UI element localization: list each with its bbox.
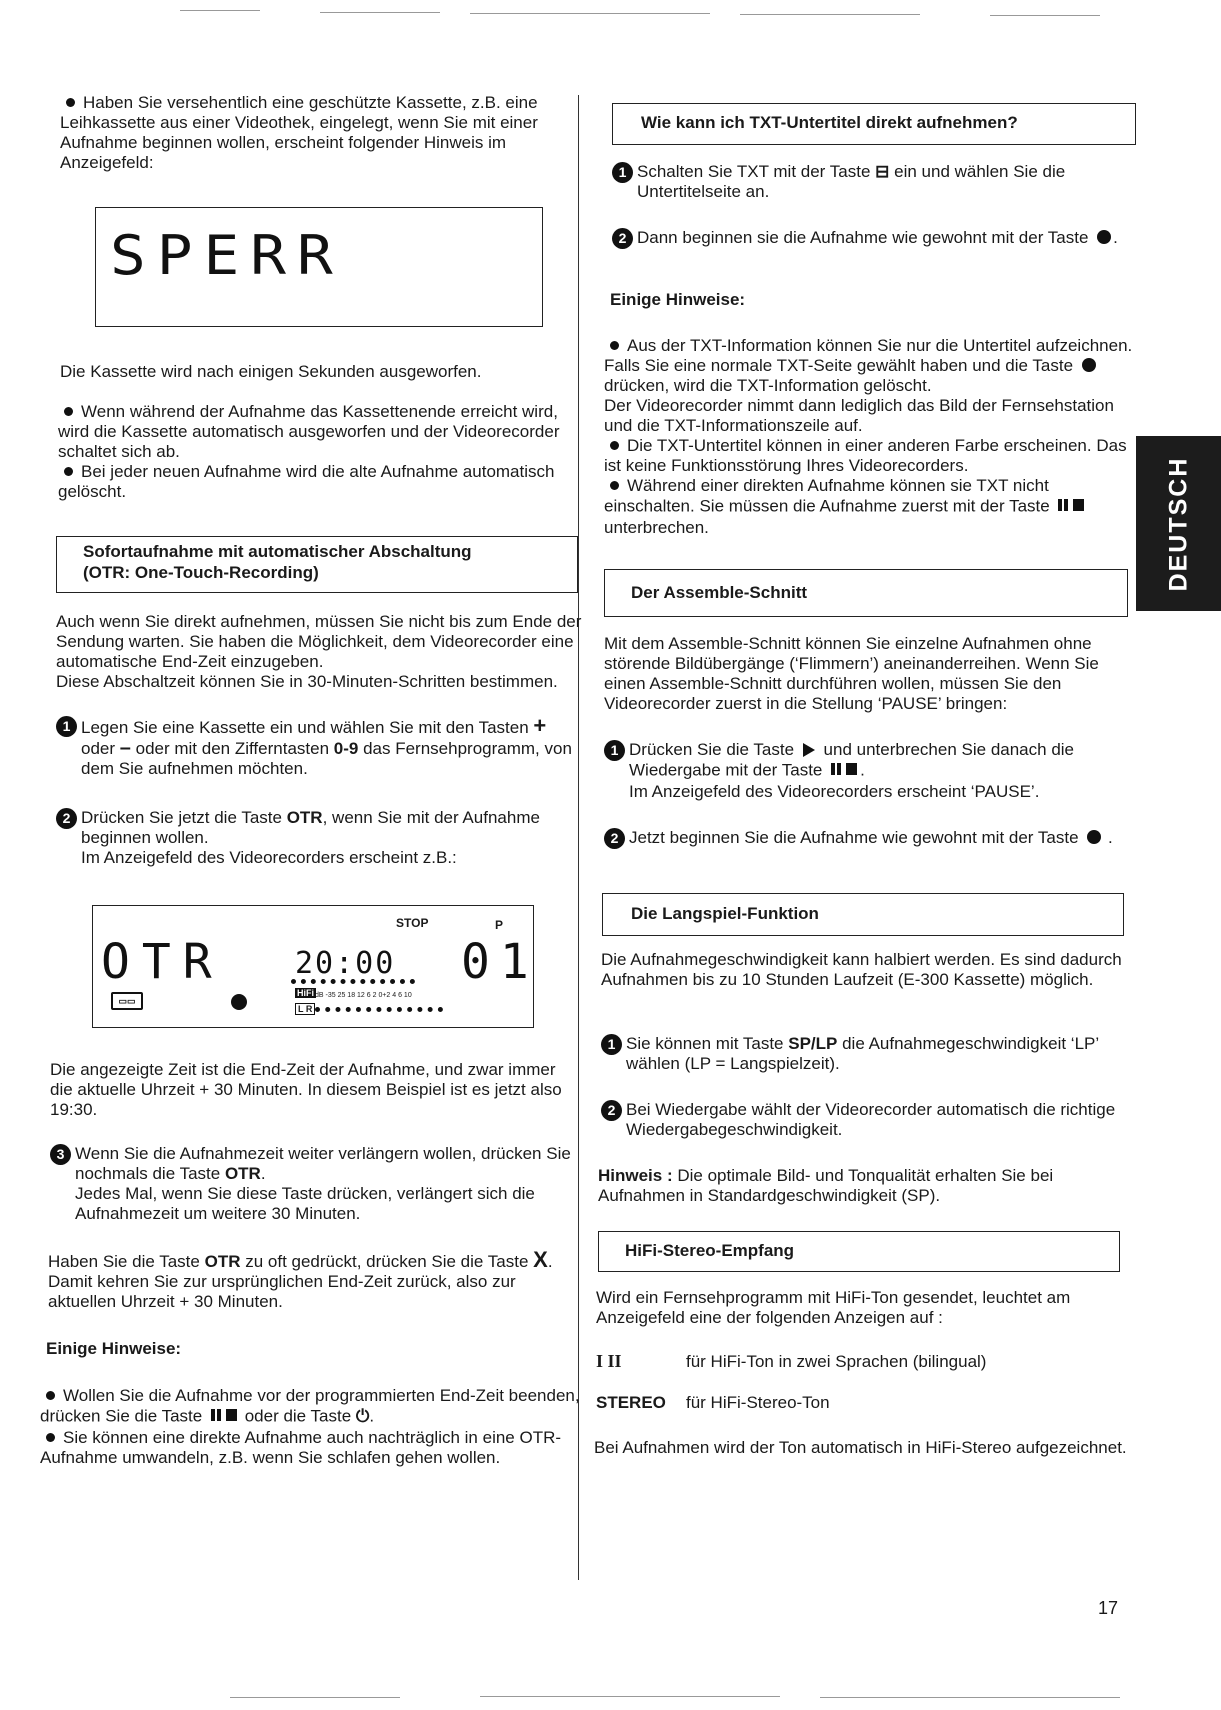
db-scale: dB -35 25 18 12 6 2 0+2 4 6 10: [315, 992, 412, 999]
lp-note: Hinweis : Die optimale Bild- und Tonqualität erhalten Sie bei Aufnahmen in Standardgeschwindigkeit (SP).: [598, 1166, 1054, 1205]
scan-noise: [320, 12, 440, 13]
otr-key: OTR: [204, 1252, 241, 1271]
teletext-icon: ⊟: [875, 162, 890, 181]
step-number: 3: [50, 1144, 71, 1165]
pause-stop-icon: [211, 1406, 237, 1426]
lcd-otr-text: OTR: [101, 934, 224, 990]
hifi-heading: HiFi-Stereo-Empfang: [598, 1231, 1120, 1272]
txt-step-1: 1 Schalten Sie TXT mit der Taste ⊟ ein und wählen Sie die Untertitelseite an.: [612, 162, 1132, 202]
hifi-indicator: HiFi: [297, 988, 314, 998]
otr-step-2: 2 Drücken Sie jetzt die Taste OTR, wenn Sie mit der Aufnahme beginnen wollen. Im Anzeigefeld des Videorecorders erscheint z.B.:: [56, 808, 584, 868]
record-dot-icon: [1087, 830, 1101, 844]
scan-noise: [180, 10, 260, 11]
language-tab: DEUTSCH: [1136, 436, 1221, 611]
plus-key: +: [533, 713, 547, 738]
lcd-level-bar-bottom: [315, 1007, 443, 1017]
left-intro: Haben Sie versehentlich eine geschützte Kassette, z.B. eine Leihkassette aus einer Videothek, eingelegt, wenn Sie mit einer Aufnahme beginnen wollen, erscheint folgender Hinweis im Anzeigefeld:: [60, 93, 538, 172]
otr-key: OTR: [224, 1164, 261, 1183]
lr-indicator: L R: [295, 1003, 315, 1015]
step-number: 2: [604, 828, 625, 849]
scan-noise: [740, 14, 920, 15]
step-number: 2: [612, 228, 633, 249]
hifi-bilingual-row: I II für HiFi-Ton in zwei Sprachen (bilingual): [596, 1351, 987, 1371]
pause-stop-icon: [1058, 496, 1084, 516]
scan-noise: [480, 1696, 780, 1697]
step-number: 2: [56, 808, 77, 829]
minus-key: –: [119, 737, 131, 759]
lcd-p-label: P: [495, 918, 504, 932]
assemble-intro: Mit dem Assemble-Schnitt können Sie einzelne Aufnahmen ohne störende Bildübergänge (‘Flimmern’) aneinanderreihen. Wenn Sie einen Assemble-Schnitt durchführen wollen, müssen Sie den Videorecorder zuerst in die Stellung ‘PAUSE’ bringen:: [604, 634, 1099, 713]
otr-step-3: 3 Wenn Sie die Aufnahmezeit weiter verlängern wollen, drücken Sie nochmals die Taste OTR. Jedes Mal, wenn Sie diese Taste drücken, verlängert sich die Aufnahmezeit um weitere 30 Minuten.: [50, 1144, 582, 1224]
step-number: 1: [56, 716, 77, 737]
left-hints-title: Einige Hinweise:: [46, 1339, 182, 1358]
step-number: 1: [604, 740, 625, 761]
play-icon: [803, 743, 815, 757]
otr-heading: Sofortaufnahme mit automatischer Abschaltung (OTR: One-Touch-Recording): [56, 536, 578, 593]
step-number: 1: [612, 162, 633, 183]
lcd-otr-display: [92, 905, 539, 1028]
right-hints: Aus der TXT-Information können Sie nur die Untertitel aufzeichnen. Falls Sie eine normale TXT-Seite gewählt haben und die Taste drücken, wird die TXT-Information gelöscht. Der Videorecorder nimmt dann lediglich das Bild der Fernsehstation und die TXT-Informationszeile auf. Die TXT-Untertitel können in einer anderen Farbe erscheinen. Das ist keine Funktionsstörung Ihres Videorecorders. Während einer direkten Aufnahme können sie TXT nicht einschalten. Sie müssen die Aufnahme zuerst mit der Taste unterbrechen.: [604, 336, 1133, 537]
lp-step-2: 2 Bei Wiedergabe wählt der Videorecorder automatisch die richtige Wiedergabegeschwindigkeit.: [601, 1100, 1131, 1140]
assemble-heading: Der Assemble-Schnitt: [604, 569, 1128, 617]
bullet: [610, 481, 619, 490]
otr-key: OTR: [286, 808, 323, 827]
clear-key: X: [533, 1247, 548, 1272]
bullet: [46, 1391, 55, 1400]
sp-lp-key: SP/LP: [788, 1034, 838, 1053]
eject-text: Die Kassette wird nach einigen Sekunden ausgeworfen.: [60, 362, 482, 381]
step-number: 2: [601, 1100, 622, 1121]
hifi-stereo-row: STEREO für HiFi-Stereo-Ton: [596, 1393, 830, 1412]
right-hints-title: Einige Hinweise:: [610, 290, 746, 309]
assemble-step-2: 2 Jetzt beginnen Sie die Aufnahme wie gewohnt mit der Taste .: [604, 828, 1132, 849]
lcd-sperr-text: SPERR: [110, 224, 344, 287]
record-dot-icon: [231, 994, 247, 1010]
record-dot-icon: [1097, 230, 1111, 244]
scan-noise: [230, 1697, 400, 1698]
step-number: 1: [601, 1034, 622, 1055]
bullet: [64, 467, 73, 476]
left-bullets: Wenn während der Aufnahme das Kassettenende erreicht wird, wird die Kassette automatisch ausgeworfen und der Videorecorder schaltet sich ab. Bei jeder neuen Aufnahme wird die alte Aufnahme automatisch gelöscht.: [58, 402, 560, 501]
scan-noise: [470, 13, 710, 14]
cassette-icon: ▭▭: [111, 992, 143, 1010]
assemble-step-1: 1 Drücken Sie die Taste und unterbrechen Sie danach die Wiedergabe mit der Taste . Im Anzeigefeld des Videorecorders erscheint ‘PAUSE’.: [604, 740, 1132, 802]
hifi-outro: Bei Aufnahmen wird der Ton automatisch in HiFi-Stereo aufgezeichnet.: [594, 1438, 1127, 1457]
bullet: [610, 441, 619, 450]
bullet: [46, 1433, 55, 1442]
time-text: Die angezeigte Zeit ist die End-Zeit der Aufnahme, und zwar immer die aktuelle Uhrzeit + 30 Minuten. In diesem Beispiel ist es jetzt also 19:30.: [50, 1060, 562, 1119]
too-often-text: Haben Sie die Taste OTR zu oft gedrückt, drücken Sie die Taste X. Damit kehren Sie zur ursprünglichen End-Zeit zurück, also zur aktuellen Uhrzeit + 30 Minuten.: [48, 1247, 553, 1311]
bullet: [66, 98, 75, 107]
lcd-sperr-display: [95, 207, 543, 327]
lcd-time: 20:00: [295, 946, 396, 981]
bullet: [64, 407, 73, 416]
lcd-stop-label: STOP: [396, 916, 429, 930]
scan-noise: [820, 1697, 1120, 1698]
pause-stop-icon: [831, 760, 857, 780]
lp-step-1: 1 Sie können mit Taste SP/LP die Aufnahmegeschwindigkeit ‘LP’ wählen (LP = Langspielzeit).: [601, 1034, 1131, 1074]
record-dot-icon: [1082, 358, 1096, 372]
power-icon: ⏻: [355, 1406, 370, 1426]
lp-heading: Die Langspiel-Funktion: [602, 893, 1124, 936]
scan-noise: [990, 15, 1100, 16]
left-hints: Wollen Sie die Aufnahme vor der programmierten End-Zeit beenden, drücken Sie die Taste oder die Taste ⏻. Sie können eine direkte Aufnahme auch nachträglich in eine OTR-Aufnahme umwandeln, z.B. wenn Sie schlafen gehen wollen.: [40, 1386, 580, 1467]
otr-step-1: 1 Legen Sie eine Kassette ein und wählen Sie mit den Tasten + oder – oder mit den Zifferntasten 0-9 das Fernsehprogramm, von dem Sie aufnehmen möchten.: [56, 716, 584, 779]
txt-step-2: 2 Dann beginnen sie die Aufnahme wie gewohnt mit der Taste .: [612, 228, 1132, 249]
lcd-channel: 01: [461, 934, 539, 990]
otr-intro: Auch wenn Sie direkt aufnehmen, müssen Sie nicht bis zum Ende der Sendung warten. Sie haben die Möglichkeit, dem Videorecorder eine automatische End-Zeit einzugeben. Diese Abschaltzeit können Sie in 30-Minuten-Schritten bestimmen.: [56, 612, 582, 691]
lp-intro: Die Aufnahmegeschwindigkeit kann halbiert werden. Es sind dadurch Aufnahmen bis zu 10 Stunden Laufzeit (E-300 Kassette) möglich.: [601, 950, 1122, 989]
txt-heading: Wie kann ich TXT-Untertitel direkt aufnehmen?: [612, 103, 1136, 145]
digit-keys: 0-9: [333, 739, 359, 758]
hifi-intro: Wird ein Fernsehprogramm mit HiFi-Ton gesendet, leuchtet am Anzeigefeld eine der folgenden Anzeigen auf :: [596, 1288, 1071, 1327]
bullet: [610, 341, 619, 350]
page-number: 17: [1098, 1598, 1119, 1618]
